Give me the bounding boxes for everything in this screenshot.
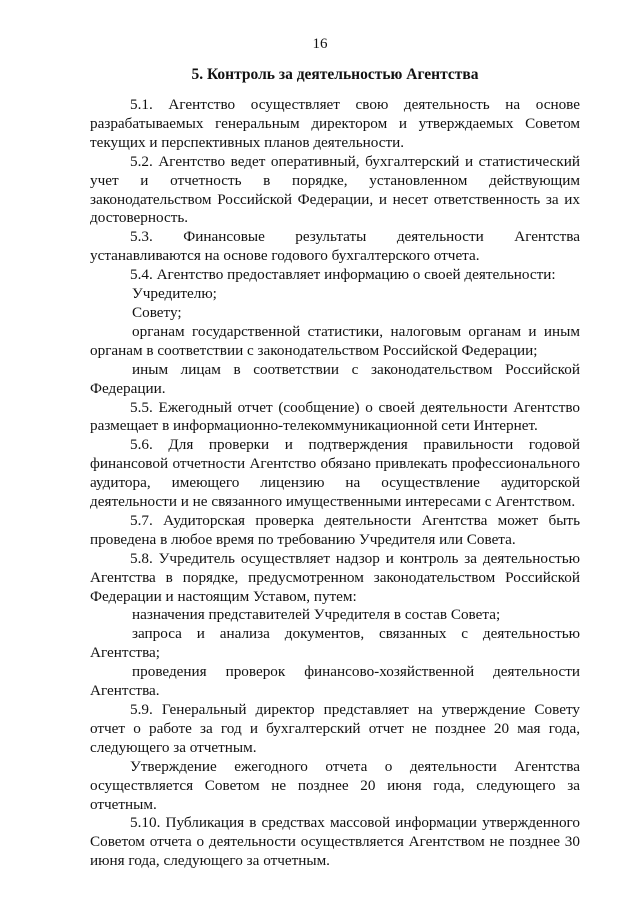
list-item-inspections: проведения проверок финансово-хозяйственной деятельности Агентства. (90, 663, 580, 700)
list-item-founder: Учредителю; (132, 285, 217, 303)
paragraph-annual-report-approval: Утверждение ежегодного отчета о деятельности Агентства осуществляется Советом не позднее 20 июня года, следующего за отчетным. (90, 757, 580, 813)
list-item-other-persons: иным лицам в соответствии с законодательством Российской Федерации. (90, 360, 580, 397)
list-item-document-request: запроса и анализа документов, связанных с деятельностью Агентства; (90, 625, 580, 662)
list-item-statistics-bodies: органам государственной статистики, налоговым органам и иным органам в соответствии с законодательством Российской Федерации; (90, 322, 580, 359)
paragraph-5-6: 5.6. Для проверки и подтверждения правильности годовой финансовой отчетности Агентство обязано привлекать профессионального аудитора, имеющего лицензию на осуществление аудиторской деятельности и не связанного имущественными интересами с Агентством. (90, 436, 580, 511)
paragraph-5-10: 5.10. Публикация в средствах массовой информации утвержденного Советом отчета о деятельности осуществляется Агентством не позднее 30 июня года, следующего за отчетным. (90, 814, 580, 870)
list-item-appointment: назначения представителей Учредителя в состав Совета; (132, 606, 501, 624)
paragraph-5-9: 5.9. Генеральный директор представляет на утверждение Совету отчет о работе за год и бухгалтерский отчет не позднее 20 мая года, следующего за отчетным. (90, 701, 580, 756)
page-number: 16 (312, 36, 328, 52)
paragraph-5-1: 5.1. Агентство осуществляет свою деятельность на основе разрабатываемых генеральным директором и утверждаемых Советом текущих и перспективных планов деятельности. (90, 96, 580, 151)
section-title: 5. Контроль за деятельностью Агентства (191, 66, 479, 83)
paragraph-5-7: 5.7. Аудиторская проверка деятельности Агентства может быть проведена в любое время по требованию Учредителя или Совета. (90, 511, 580, 548)
paragraph-5-4: 5.4. Агентство предоставляет информацию о своей деятельности: (130, 266, 556, 284)
list-item-council: Совету; (132, 303, 182, 321)
section-body (90, 96, 580, 871)
paragraph-5-8: 5.8. Учредитель осуществляет надзор и контроль за деятельностью Агентства в порядке, предусмотренном законодательством Российской Федерации и настоящим Уставом, путем: (90, 549, 580, 605)
paragraph-5-2: 5.2. Агентство ведет оперативный, бухгалтерский и статистический учет и отчетность в порядке, установленном действующим законодательством Российской Федерации, и несет ответственность за их достоверность. (90, 152, 580, 227)
paragraph-5-3: 5.3. Финансовые результаты деятельности Агентства устанавливаются на основе годового бухгалтерского отчета. (90, 228, 580, 265)
paragraph-5-5: 5.5. Ежегодный отчет (сообщение) о своей деятельности Агентство размещает в информационно-телекоммуникационной сети Интернет. (90, 398, 580, 435)
